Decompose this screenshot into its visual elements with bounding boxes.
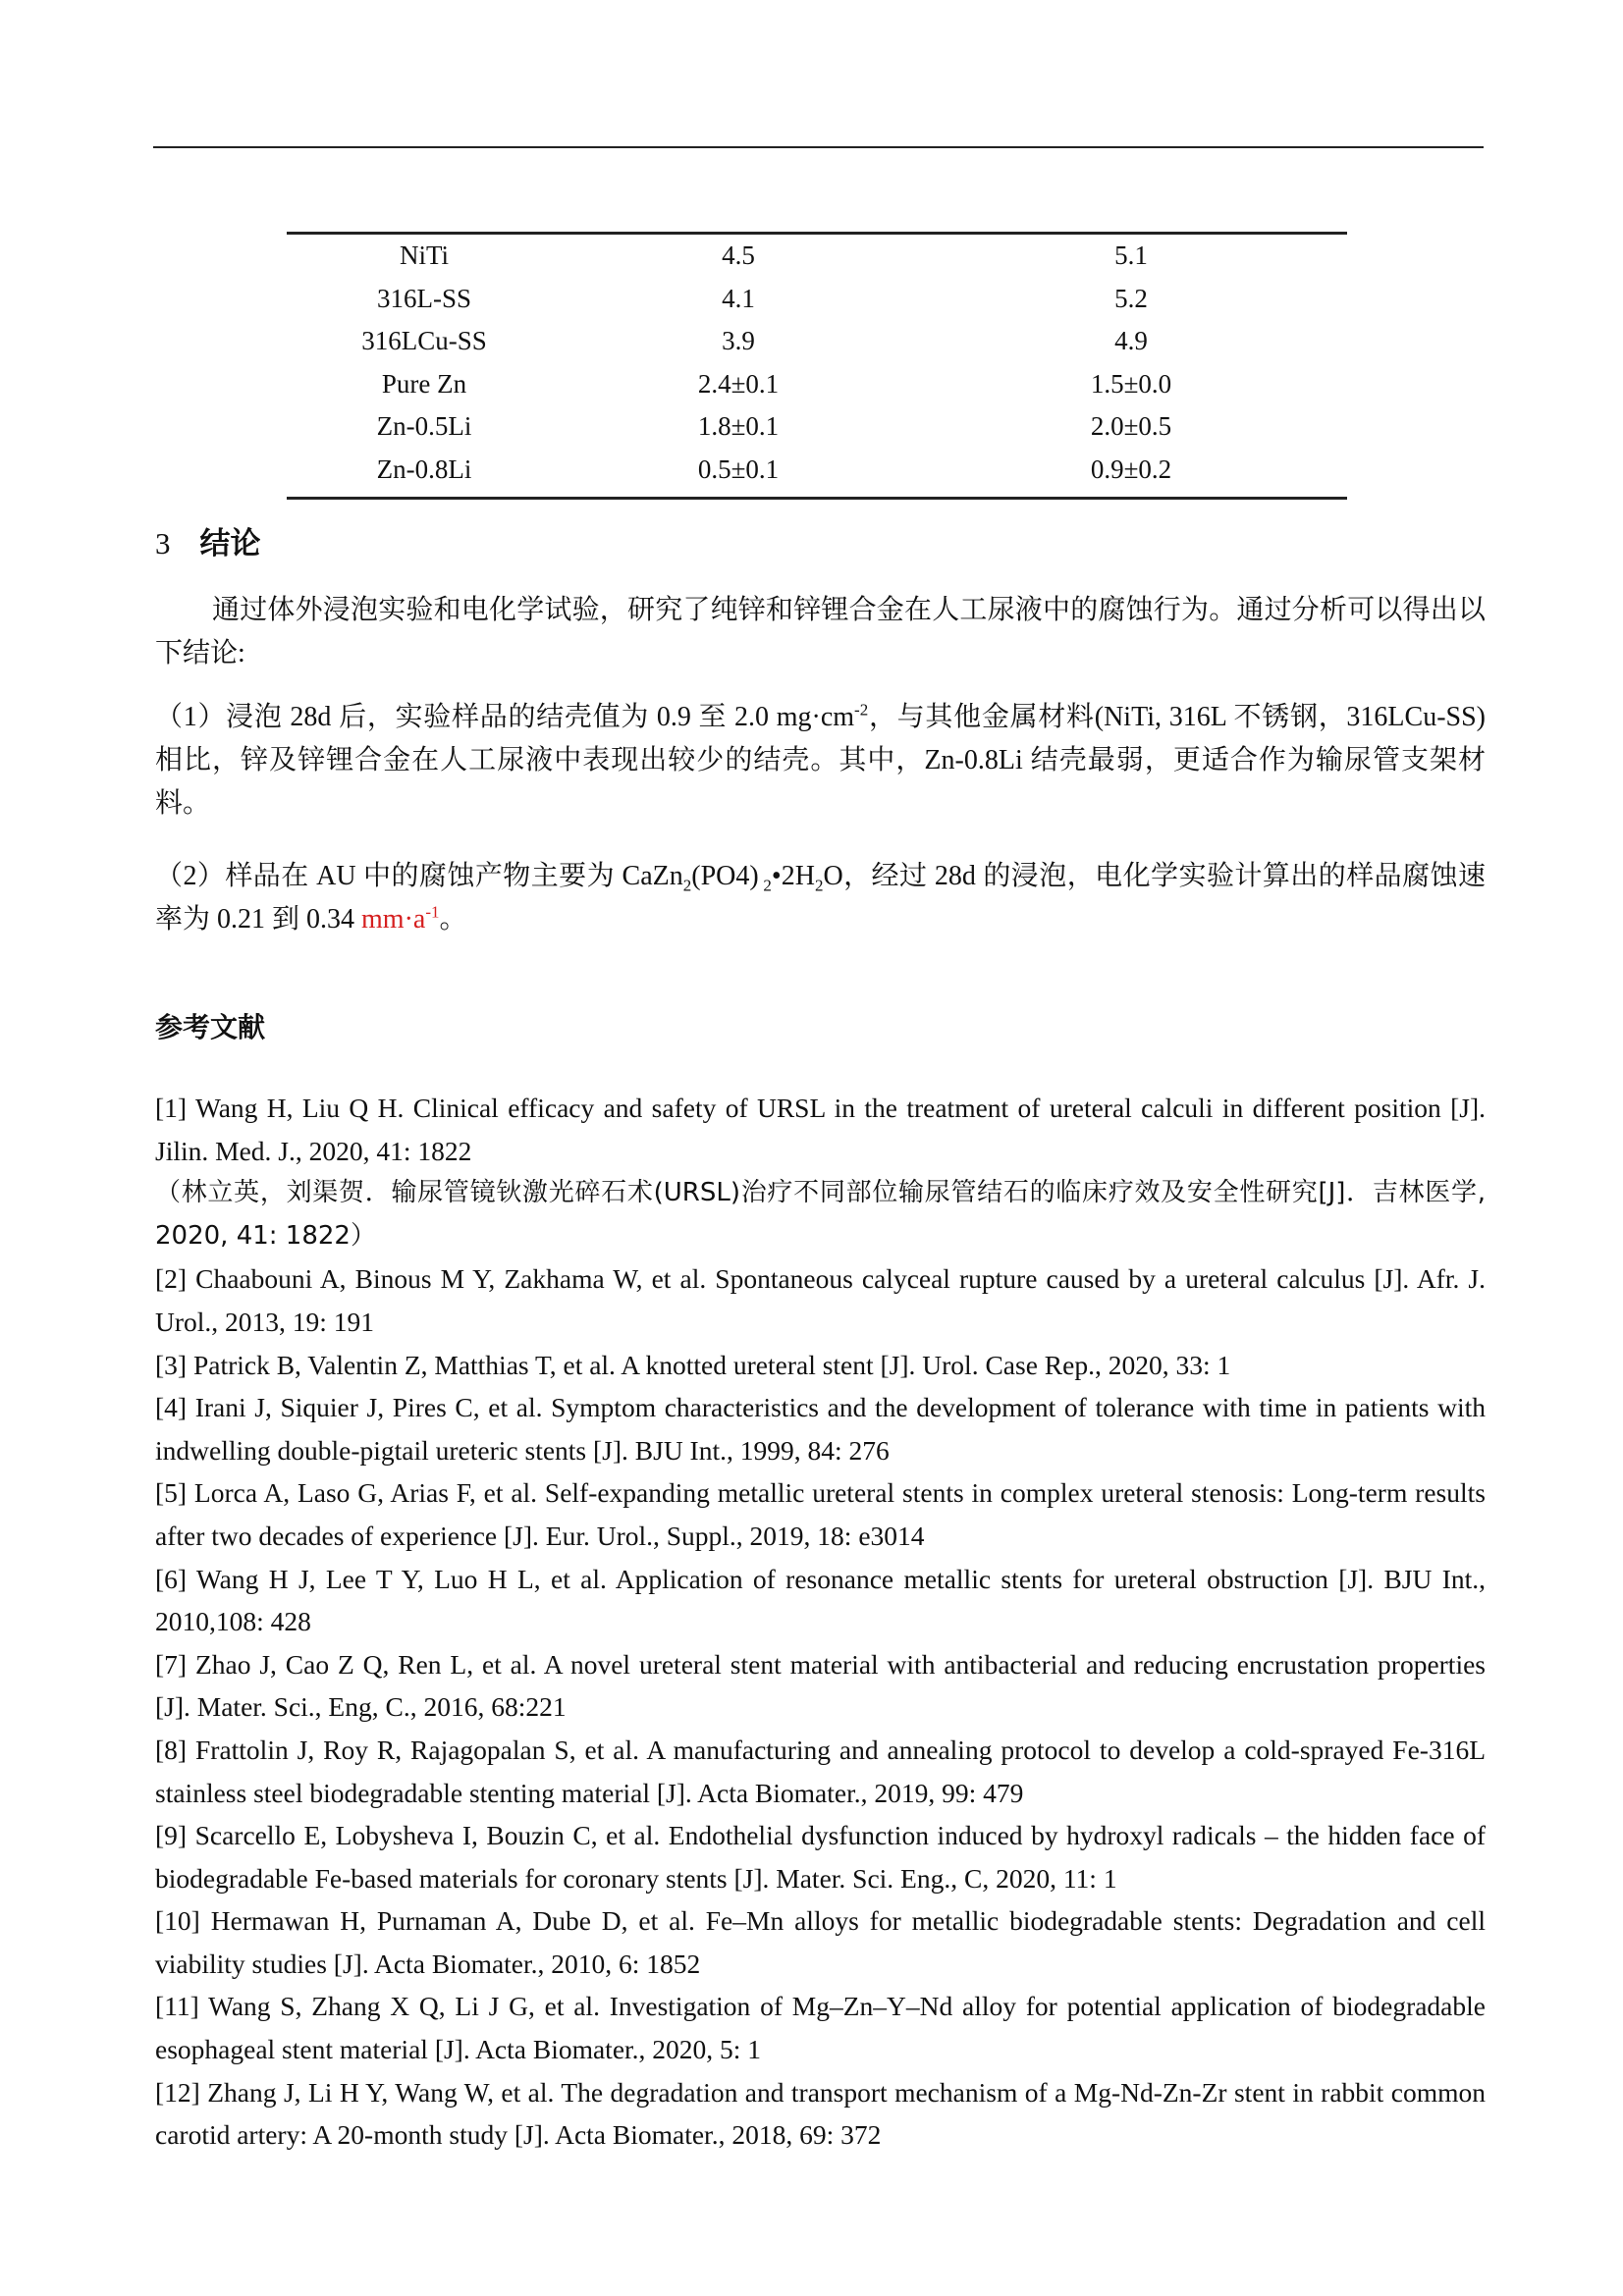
table-cell: 5.1 (1114, 240, 1148, 271)
table-cell: 2.0±0.5 (1090, 411, 1172, 442)
reference-item: [9] Scarcello E, Lobysheva I, Bouzin C, et al. Endothelial dysfunction induced by hydroxyl radicals – the hidden face of biodegradable Fe-based materials for coronary stents [J]. Mater. Sci. Eng., C, 2020, 11: 1 (155, 1820, 1486, 1894)
reference-item: [1] Wang H, Liu Q H. Clinical efficacy and safety of URSL in the treatment of ureteral calculi in different position [J]. Jilin. Med. J., 2020, 41: 1822 (155, 1093, 1486, 1166)
reference-item: [12] Zhang J, Li H Y, Wang W, et al. The degradation and transport mechanism of a Mg-Nd-Zn-Zr stent in rabbit common carotid artery: A 20-month study [J]. Acta Biomater., 2018, 69: 372 (155, 2076, 1486, 2151)
table-cell: 0.5±0.1 (697, 454, 780, 484)
reference-list (155, 1087, 1486, 2157)
table-row (287, 449, 1347, 492)
table-cell: Pure Zn (381, 368, 467, 399)
table-cell: Zn-0.5Li (376, 411, 472, 442)
table-cell: Zn-0.8Li (376, 454, 472, 484)
table-cell: 5.2 (1114, 283, 1148, 313)
table-cell: 316LCu-SS (361, 326, 487, 356)
table-row (287, 235, 1347, 278)
references-heading: 参考文献 (155, 1011, 266, 1043)
table-cell: 4.1 (722, 283, 755, 313)
reference-item: [10] Hermawan H, Purnaman A, Dube D, et al. Fe–Mn alloys for metallic biodegradable stents: Degradation and cell viability studies [J]. Acta Biomater., 2010, 6: 1852 (155, 1905, 1486, 1979)
section-heading (155, 518, 261, 562)
reference-item: [2] Chaabouni A, Binous M Y, Zakhama W, et al. Spontaneous calyceal rupture caused by a ureteral calculus [J]. Afr. J. Urol., 2013, 19: 191 (155, 1263, 1486, 1337)
reference-item: [5] Lorca A, Laso G, Arias F, et al. Self-expanding metallic ureteral stents in complex ureteral stenosis: Long-term results after two decades of experience [J]. Eur. Urol., Suppl., 2019, 18: e3014 (155, 1477, 1486, 1551)
table-row (287, 278, 1347, 321)
reference-item: [4] Irani J, Siquier J, Pires C, et al. Symptom characteristics and the development of tolerance with time in patients with indwelling double-pigtail ureteric stents [J]. BJU Int., 1999, 84: 276 (155, 1392, 1486, 1466)
header-rule (153, 146, 1484, 148)
section-number: 3 (155, 526, 171, 561)
table-cell: 316L-SS (376, 283, 472, 313)
table-cell: 1.8±0.1 (697, 411, 780, 442)
table-cell: 4.5 (722, 240, 755, 271)
table-bottom-rule (287, 497, 1347, 500)
reference-item: [11] Wang S, Zhang X Q, Li J G, et al. Investigation of Mg–Zn–Y–Nd alloy for potential application of biodegradable esophageal stent material [J]. Acta Biomater., 2020, 5: 1 (155, 1991, 1486, 2065)
table-row (287, 363, 1347, 406)
reference-item: （林立英，刘渠贺．输尿管镜钬激光碎石术(URSL)治疗不同部位输尿管结石的临床疗效及安全性研究[J]．吉林医学, 2020, 41: 1822） (155, 1178, 1486, 1251)
reference-item: [6] Wang H J, Lee T Y, Luo H L, et al. Application of resonance metallic stents for ureteral obstruction [J]. BJU Int., 2010,108: 428 (155, 1563, 1486, 1637)
table-cell: 4.9 (1114, 326, 1148, 356)
table-row (287, 405, 1347, 449)
table-cell: 3.9 (722, 326, 755, 356)
conclusion-item-1: （1）浸泡 28d 后，实验样品的结壳值为 0.9 至 2.0 $mg\cdot cm^{-2}$，与其他金属材料(NiTi, 316L 不锈钢，316LCu-SS)相比，锌及锌锂合金在人工尿液中表现出较少的结壳。其中，Zn-0.8Li 结壳最弱，更适合作为输尿管支架材料。 (155, 700, 1486, 819)
table-row (287, 320, 1347, 363)
section-title: 结论 (199, 526, 261, 561)
highlighted-unit: $mm\cdot a^{-1}$ (361, 902, 440, 934)
data-table (287, 232, 1347, 500)
reference-item: [3] Patrick B, Valentin Z, Matthias T, et al. A knotted ureteral stent [J]. Urol. Case Rep., 2020, 33: 1 (155, 1349, 1231, 1380)
table-body (287, 235, 1347, 491)
reference-item: [8] Frattolin J, Roy R, Rajagopalan S, et al. A manufacturing and annealing protocol to develop a cold-sprayed Fe-316L stainless steel biodegradable stenting material [J]. Acta Biomater., 2019, 99: 479 (155, 1734, 1486, 1808)
table-cell: 1.5±0.0 (1090, 368, 1172, 399)
conclusion-intro: 通过体外浸泡实验和电化学试验，研究了纯锌和锌锂合金在人工尿液中的腐蚀行为。通过分析可以得出以下结论: (155, 595, 1486, 668)
conclusion-item-2: （2）样品在 AU 中的腐蚀产物主要为 CaZn$_2$(PO4) $_2•2H_2O$，经过 28d 的浸泡，电化学实验计算出的样品腐蚀速率为 0.21 到 0.34 $mm\cdot a^{-1}$。 (155, 861, 1486, 934)
reference-item: [7] Zhao J, Cao Z Q, Ren L, et al. A novel ureteral stent material with antibacterial and reducing encrustation properties [J]. Mater. Sci., Eng, C., 2016, 68:221 (155, 1648, 1486, 1723)
table-cell: 0.9±0.2 (1090, 454, 1172, 484)
table-cell: 2.4±0.1 (697, 368, 780, 399)
table-cell: NiTi (399, 240, 450, 271)
